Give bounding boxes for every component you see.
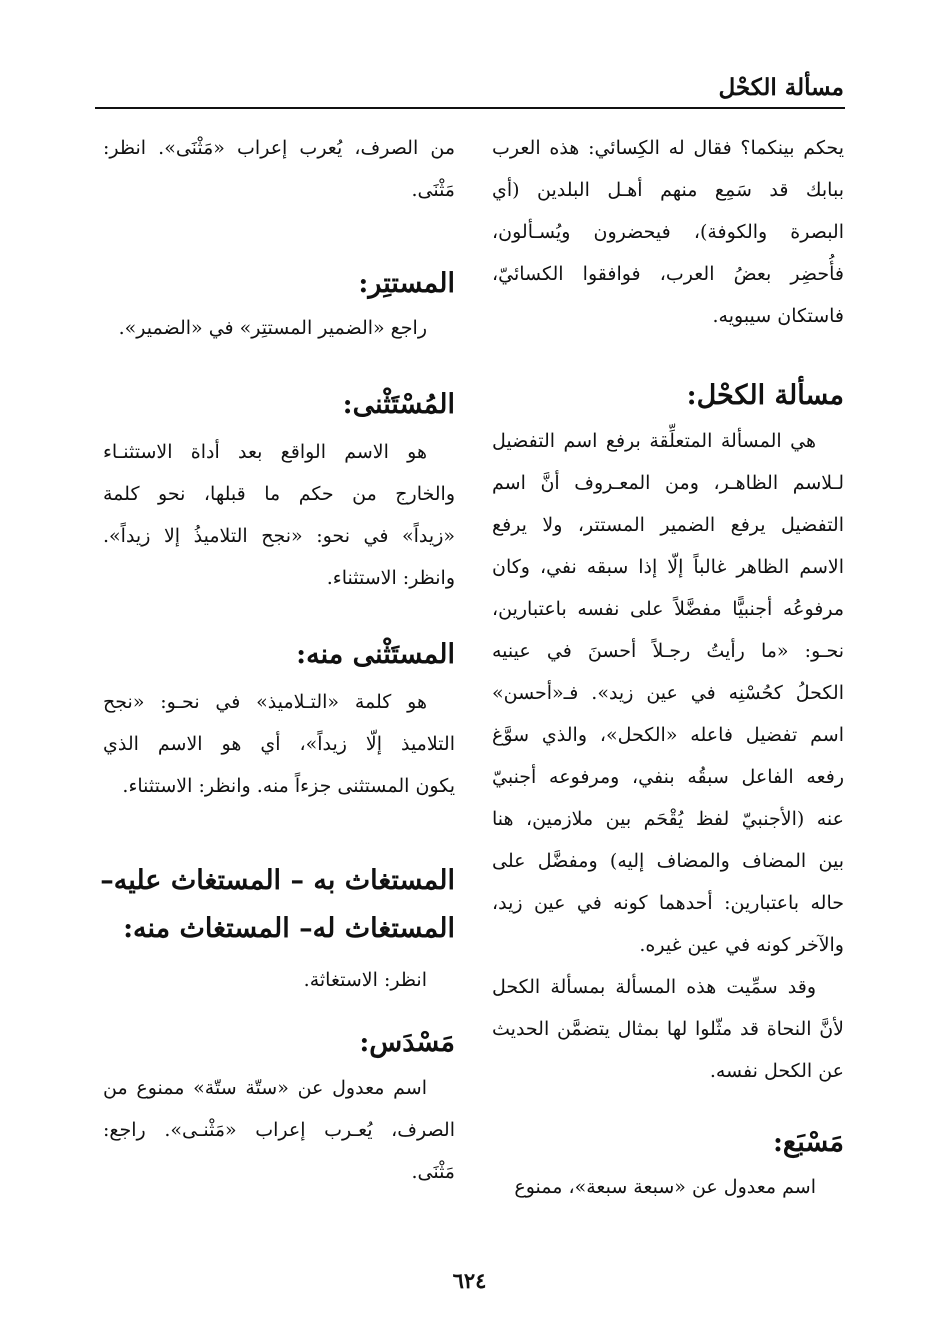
text-line: فاستكان سيبويه.	[712, 305, 844, 327]
text-line: يكون المستثنى جزءاً منه. وانظر: الاستثناء.	[122, 775, 455, 797]
text-line: وقد سمِّيت هذه المسألة بمسألة الكحل	[492, 976, 816, 998]
heading-line: المستغاث له– المستغاث منه:	[123, 913, 455, 944]
text-line: الاسم الظاهر غالباً إلّا إذا سبقه نفي، وكان	[492, 556, 844, 578]
text-line: نحـو: «ما رأيتُ رجـلاً أحسنَ في عينيه	[492, 640, 844, 662]
text-line: رفعه الفاعل سبقُه بنفي، ومرفوعه أجنبيّ	[492, 766, 844, 788]
text-line: هو الاسم الواقع بعد أداة الاستثنـاء	[103, 441, 427, 463]
text-line: مرفوعُه أجنبيًّا مفضَّلاً على نفسه باعتبارين،	[492, 598, 844, 620]
musdas-paragraph	[103, 1067, 455, 1193]
text-line: مَثْنَى.	[411, 179, 455, 201]
mustathna-minhu-paragraph	[103, 681, 455, 807]
text-line: حاله باعتبارين: أحدهما كونه في عين زيد،	[492, 892, 844, 914]
text-line: والخارج من حكم ما قبلها، نحو كلمة	[103, 483, 455, 505]
text-line: وانظر: الاستثناء.	[326, 567, 455, 589]
text-line: راجع «الضمير المستتِر» في «الضمير».	[118, 317, 427, 339]
header-rule	[95, 107, 845, 109]
entry-heading-mustatir: المستتِر:	[358, 268, 455, 299]
intro-paragraph	[492, 127, 844, 337]
right-column	[492, 127, 844, 1208]
text-line: الكحلُ كحُسْنِه في عين زيد». فـ«أحسن»	[492, 682, 844, 704]
heading-line: المستغاث به – المستغاث عليه–	[100, 865, 455, 896]
text-line: «زيداً» في نحو: «نجح التلاميذُ إلا زيداً».	[103, 525, 455, 547]
text-line: الصرف، يُعـرب إعراب «مَثْنـى». راجع:	[103, 1119, 455, 1141]
text-line: اسم تفضيل فاعله «الكحل»، والذي سوَّغ	[492, 724, 844, 746]
text-line: البصرة والكوفة)، فيحضرون ويُسـألون،	[492, 221, 844, 243]
running-head: مسألة الكحْل	[718, 74, 844, 101]
text-line: هو كلمة «التـلاميذ» في نحـو: «نجح	[103, 691, 427, 713]
entry-heading-musbaa: مَسْبَع:	[772, 1127, 844, 1158]
text-line: مَثْنَى.	[411, 1161, 455, 1183]
entry-heading-mustaghath	[100, 857, 455, 953]
text-line: اسم معدول عن «ستّة ستّة» ممنوع من	[103, 1077, 427, 1099]
continued-entry	[103, 127, 455, 211]
text-line: ببابك قد سَمِع منهم أهـل البلدين (أي	[492, 179, 844, 201]
text-line: عن الكحل نفسه.	[709, 1060, 844, 1082]
text-line: انظر: الاستغاثة.	[303, 969, 427, 991]
text-line: هي المسألة المتعلِّقة برفع اسم التفضيل	[492, 430, 816, 452]
text-line: فأُحضِر بعضُ العرب، فوافقوا الكسائيّ،	[492, 263, 844, 285]
entry-heading-musdas: مَسْدَس:	[359, 1027, 455, 1058]
text-line: بين المضاف والمضاف إليه) ومفضَّل على	[492, 850, 844, 872]
entry-heading-mustathna: المُسْتَثْنى:	[342, 389, 455, 420]
text-line: يحكم بينكما؟ فقال له الكِسائي: هذه العرب	[492, 137, 844, 159]
kohl-paragraph-2	[492, 966, 844, 1092]
text-line: لأنَّ النحاة قد مثّلوا لها بمثال يتضمَّن الحديث	[492, 1018, 844, 1040]
entry-heading-mustathna-minhu: المستَثْنى منه:	[296, 639, 455, 670]
mustathna-paragraph	[103, 431, 455, 599]
text-line: التفضيل يرفع الضمير المستتر، ولا يرفع	[492, 514, 844, 536]
kohl-paragraph-1	[492, 420, 844, 966]
text-line: لـلاسم الظاهـر، ومن المعـروف أنَّ اسم	[492, 472, 844, 494]
text-line: والآخر كونه في عين غيره.	[639, 934, 844, 956]
text-line: التلاميذ إلّا زيداً»، أي هو الاسم الذي	[103, 733, 455, 755]
left-column	[100, 127, 455, 1193]
page-number: ٦٢٤	[452, 1268, 487, 1293]
text-line: عنه (الأجنبيّ لفظ يُقْحَم بين ملازمين، هنا	[492, 808, 844, 830]
entry-heading-kohl: مسألة الكحْل:	[686, 380, 844, 411]
text-line: اسم معدول عن «سبعة سبعة»، ممنوع	[514, 1176, 816, 1198]
text-line: من الصرف، يُعرب إعراب «مَثْنَى». انظر:	[103, 137, 455, 159]
